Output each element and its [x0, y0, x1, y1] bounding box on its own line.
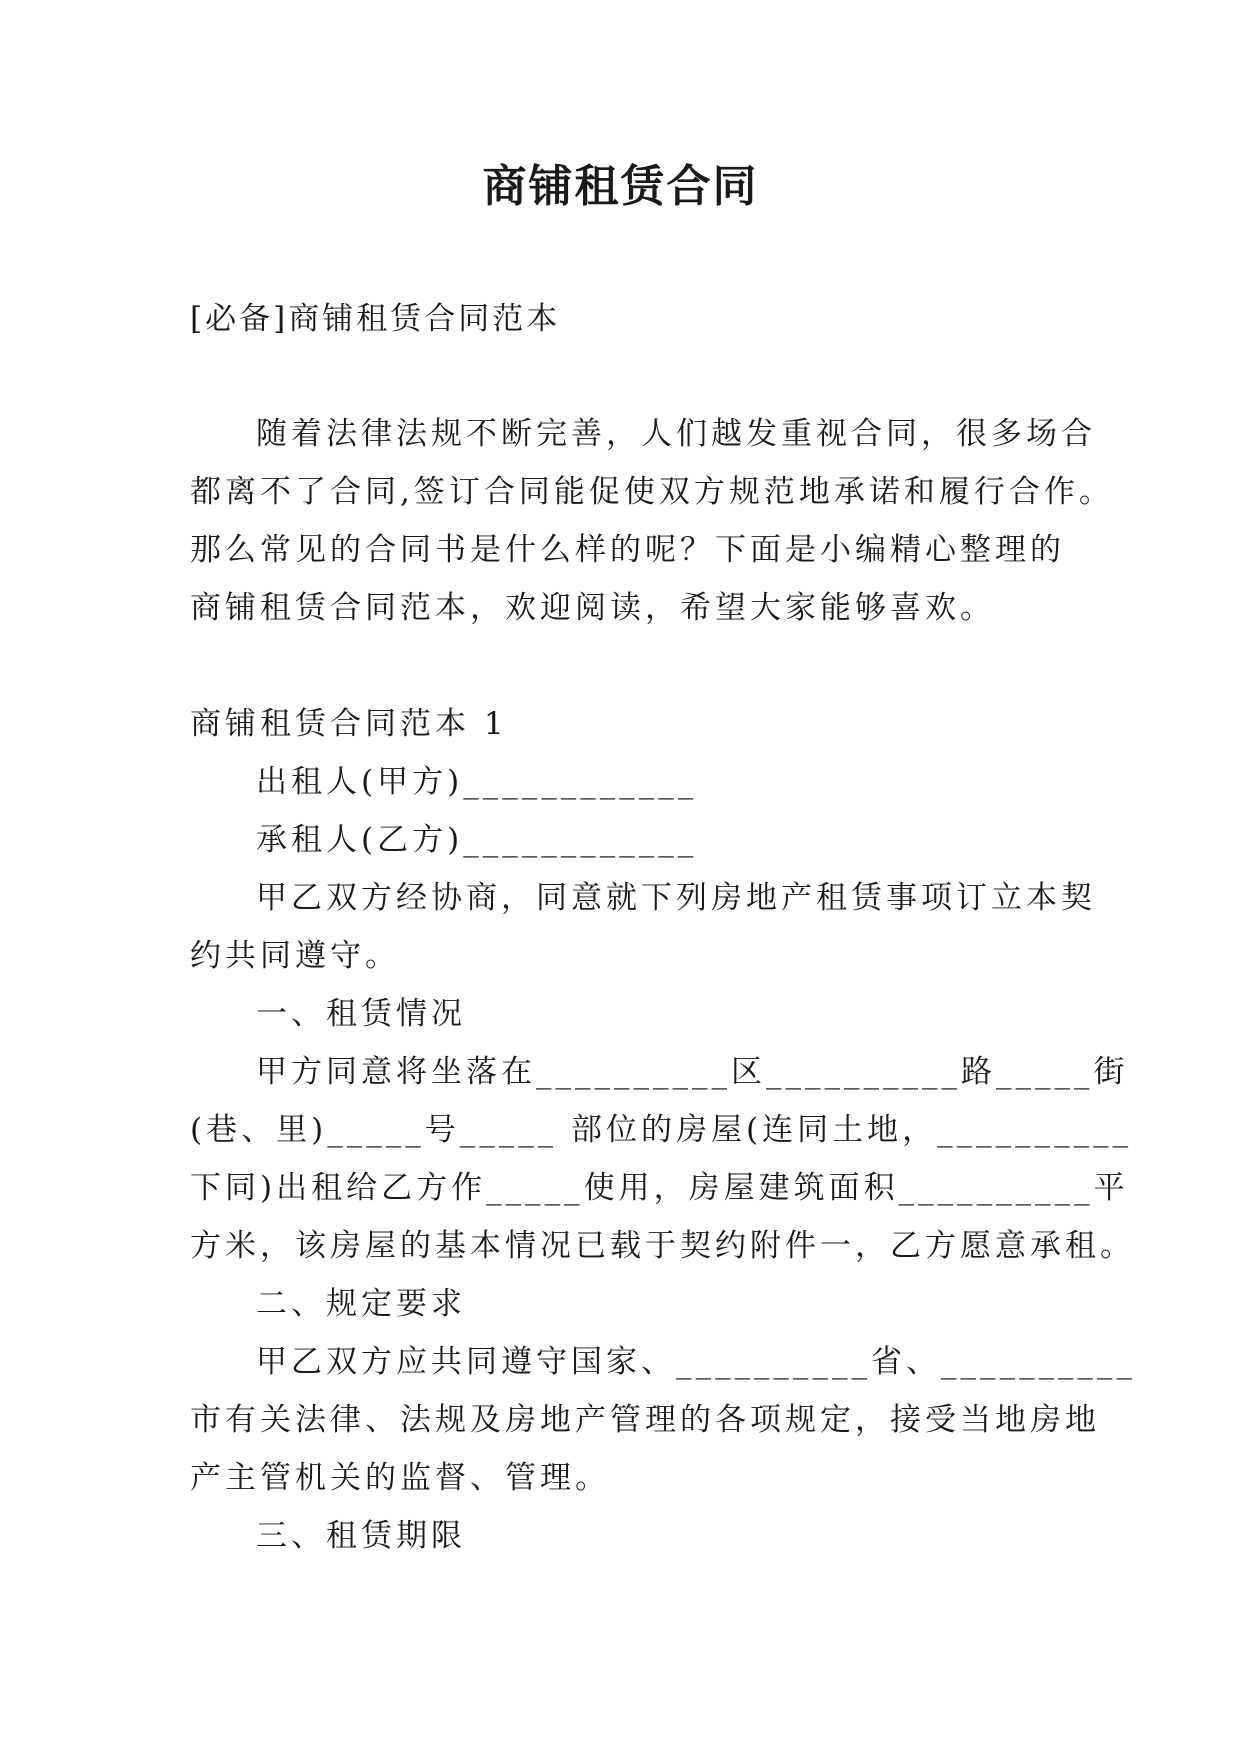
- section1-heading: [190, 985, 1050, 1043]
- lessor-line: [190, 753, 1050, 811]
- section2-paragraph: [190, 1333, 1136, 1507]
- lessee-text: 承租人(乙方)____________: [256, 822, 698, 858]
- section1-paragraph: [190, 1043, 1135, 1275]
- section1-line: 下同)出租给乙方作_____使用，房屋建筑面积__________平: [190, 1170, 1129, 1206]
- sample-heading: [190, 695, 1050, 753]
- section2-heading: [190, 1275, 1050, 1333]
- section3-heading-text: 三、租赁期限: [256, 1518, 466, 1554]
- section1-line: (巷、里)_____号_____ 部位的房屋(连同土地，__________: [190, 1112, 1133, 1148]
- section2-line: 产主管机关的监督、管理。: [190, 1460, 610, 1496]
- intro-paragraph: [190, 405, 1114, 637]
- section3-heading: [190, 1507, 1050, 1565]
- sample-heading-text: 商铺租赁合同范本 1: [190, 706, 508, 742]
- section1-heading-text: 一、租赁情况: [256, 996, 466, 1032]
- section1-line: 甲方同意将坐落在__________区__________路_____街: [256, 1054, 1129, 1090]
- intro-line: 那么常见的合同书是什么样的呢？下面是小编精心整理的: [190, 532, 1065, 568]
- section2-line: 甲乙双方应共同遵守国家、__________省、__________: [256, 1344, 1136, 1380]
- agreement-paragraph: [190, 869, 1096, 985]
- section2-line: 市有关法律、法规及房地产管理的各项规定，接受当地房地: [190, 1402, 1100, 1438]
- intro-line: 随着法律法规不断完善，人们越发重视合同，很多场合: [256, 416, 1096, 452]
- lessee-line: [190, 811, 1050, 869]
- section2-heading-text: 二、规定要求: [256, 1286, 466, 1322]
- section1-line: 方米，该房屋的基本情况已载于契约附件一，乙方愿意承租。: [190, 1228, 1135, 1264]
- document-subtitle: [必备]商铺租赁合同范本: [190, 301, 561, 337]
- document-title: 商铺租赁合同: [482, 161, 759, 212]
- intro-line: 商铺租赁合同范本，欢迎阅读，希望大家能够喜欢。: [190, 590, 995, 626]
- agreement-line: 甲乙双方经协商，同意就下列房地产租赁事项订立本契: [256, 880, 1096, 916]
- agreement-line: 约共同遵守。: [190, 938, 400, 974]
- intro-line: 都离不了合同,签订合同能促使双方规范地承诺和履行合作。: [190, 474, 1114, 510]
- lessor-text: 出租人(甲方)____________: [256, 764, 698, 800]
